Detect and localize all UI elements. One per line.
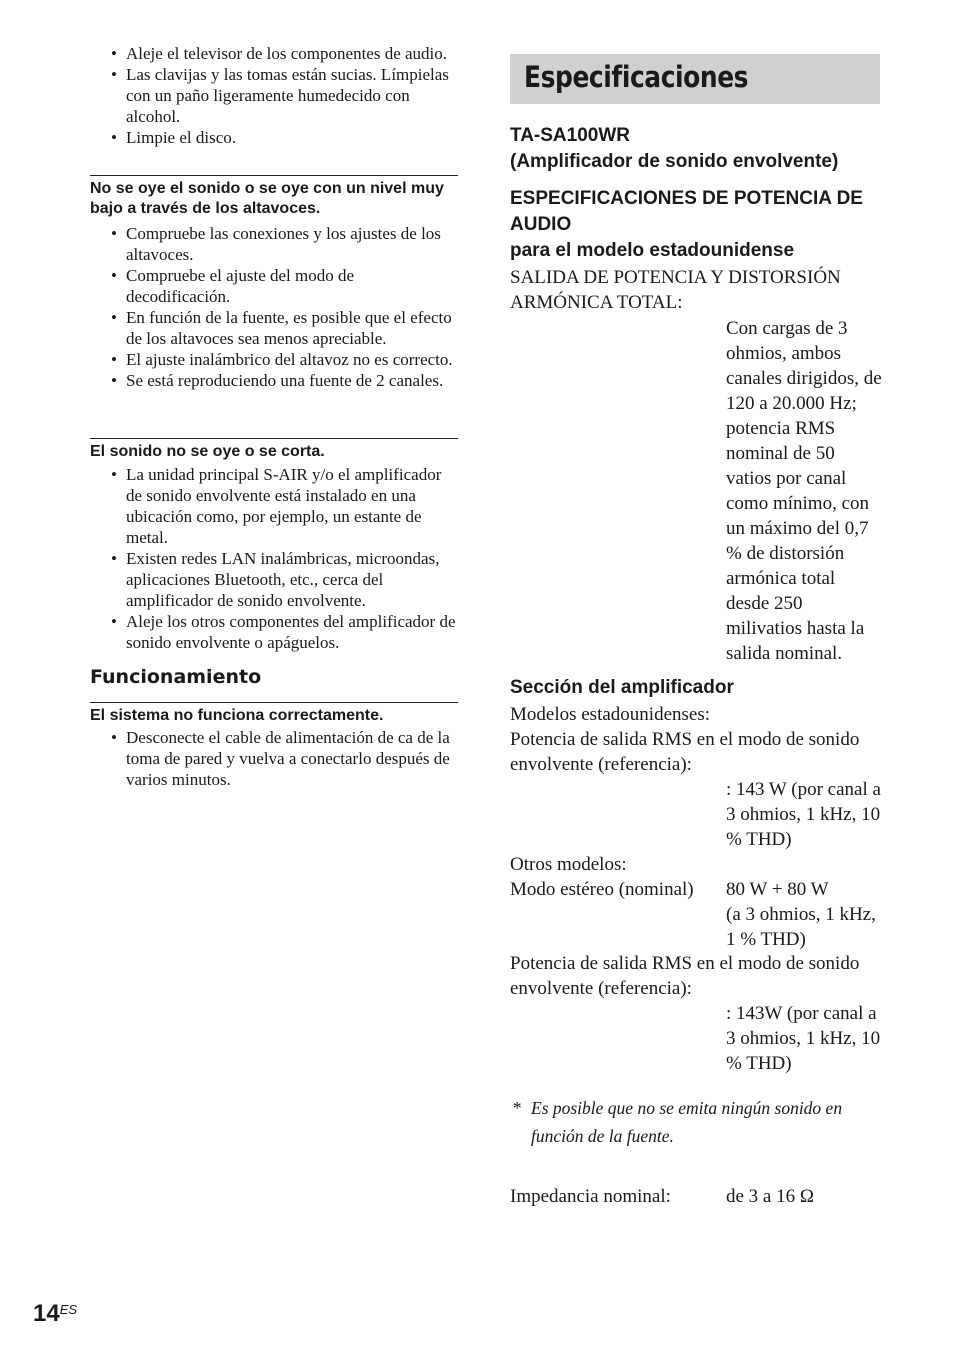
list-item: • Compruebe el ajuste del modo de decodificación. — [90, 265, 458, 307]
power-heading: ESPECIFICACIONES DE POTENCIA DE AUDIO — [510, 188, 863, 235]
stereo-value: 80 W + 80 W — [726, 879, 829, 900]
rms-value-other: : 143W (por canal a 3 ohmios, 1 kHz, 10 % THD) — [726, 1003, 881, 1074]
list-item: • En función de la fuente, es posible que el efecto de los altavoces sea menos apreciable. — [90, 307, 458, 349]
list-item: • Existen redes LAN inalámbricas, microondas, aplicaciones Bluetooth, etc., cerca del amplificador de sonido envolvente. — [90, 548, 458, 611]
issue-bullet-list — [90, 464, 458, 653]
footnote: Es posible que no se emita ningún sonido en función de la fuente. — [531, 1098, 843, 1146]
stereo-detail: (a 3 ohmios, 1 kHz, 1 % THD) — [726, 904, 876, 950]
list-item: • Desconecte el cable de alimentación de ca de la toma de pared y vuelva a conectarlo después de varios minutos. — [90, 727, 458, 790]
page-number-value: 14 — [33, 1300, 60, 1327]
issue-heading: No se oye el sonido o se oye con un nivel muy bajo a través de los altavoces. — [90, 175, 458, 219]
rms-value-us: : 143 W (por canal a 3 ohmios, 1 kHz, 10 % THD) — [726, 779, 881, 850]
impedance-label: Impedancia nominal: — [510, 1186, 671, 1207]
model-description: (Amplificador de sonido envolvente) — [510, 151, 839, 172]
list-item: • Limpie el disco. — [90, 127, 458, 148]
impedance-value: de 3 a 16 Ω — [726, 1186, 814, 1207]
list-item: • Aleje los otros componentes del amplificador de sonido envolvente o apáguelos. — [90, 611, 458, 653]
power-label: SALIDA DE POTENCIA Y DISTORSIÓN ARMÓNICA TOTAL: — [510, 267, 841, 313]
other-models-label: Otros modelos: — [510, 854, 627, 875]
page-number — [33, 1300, 77, 1328]
page-number-suffix: ES — [59, 1302, 78, 1317]
list-item: • Las clavijas y las tomas están sucias. Límpielas con un paño ligeramente humedecido con alcohol. — [90, 64, 458, 127]
list-item: • La unidad principal S-AIR y/o el amplificador de sonido envolvente está instalado en una ubicación como, por ejemplo, un estante de metal. — [90, 464, 458, 548]
rms-label-other: Potencia de salida RMS en el modo de sonido envolvente (referencia): — [510, 953, 860, 999]
list-item: • El ajuste inalámbrico del altavoz no es correcto. — [90, 349, 458, 370]
us-model-heading: para el modelo estadounidense — [510, 240, 795, 261]
issue-bullet-list — [90, 727, 458, 790]
us-models-label: Modelos estadounidenses: — [510, 704, 711, 725]
amplifier-heading: Sección del amplificador — [510, 677, 734, 698]
list-item: • Se está reproduciendo una fuente de 2 canales. — [90, 370, 458, 391]
issue-heading: El sistema no funciona correctamente. — [90, 702, 458, 726]
issue-heading: El sonido no se oye o se corta. — [90, 438, 458, 462]
list-item: • Compruebe las conexiones y los ajustes de los altavoces. — [90, 223, 458, 265]
page-title: Especificaciones — [524, 60, 749, 94]
power-value: Con cargas de 3 ohmios, ambos canales dirigidos, de 120 a 20.000 Hz; potencia RMS nominal de 50 vatios por canal como mínimo, con un máximo del 0,7 % de distorsión armónica total desde 250 milivatios hasta la salida nominal. — [726, 318, 882, 664]
stereo-label: Modo estéreo (nominal) — [510, 879, 694, 900]
top-bullet-list — [90, 43, 458, 148]
rms-label: Potencia de salida RMS en el modo de sonido envolvente (referencia): — [510, 729, 860, 775]
section-heading: Funcionamiento — [90, 666, 262, 688]
model-name: TA-SA100WR — [510, 125, 630, 146]
footnote-mark: * — [512, 1098, 521, 1118]
list-item: • Aleje el televisor de los componentes de audio. — [90, 43, 458, 64]
specifications-banner — [510, 54, 880, 104]
issue-bullet-list — [90, 223, 458, 391]
